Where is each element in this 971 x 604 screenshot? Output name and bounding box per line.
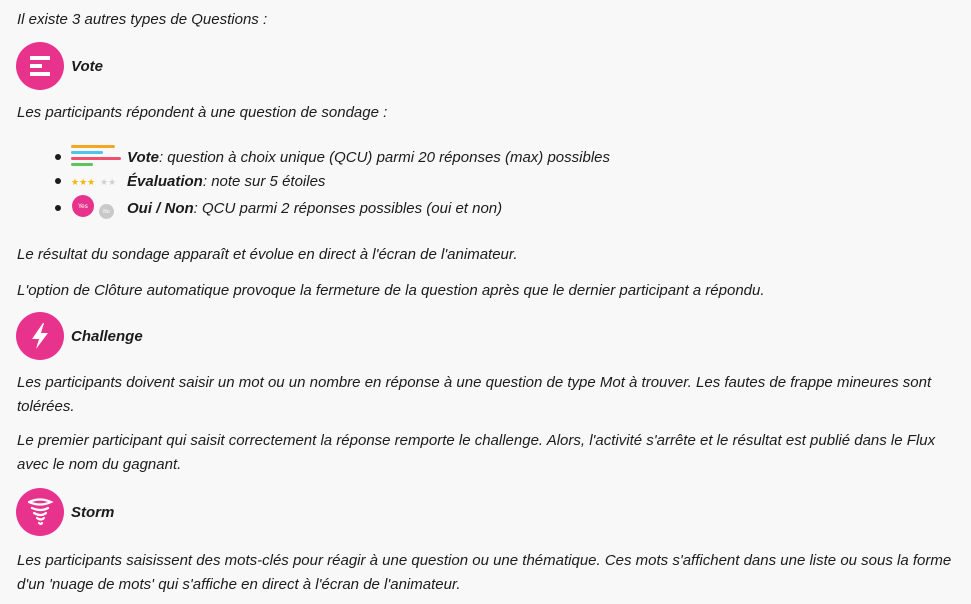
vote-description: Les participants répondent à une question de sondage : [17,104,388,121]
bullet-dot [55,205,61,211]
vote-heading [16,41,103,91]
storm-title: Storm [71,503,115,521]
tornado-icon [16,488,64,536]
vote-title: Vote [71,57,103,75]
bullet-text-vote: : question à choix unique (QCU) parmi 20 réponses (max) possibles [158,148,610,166]
svg-text:★★: ★★ [100,177,117,186]
list-item [55,145,610,169]
yes-bubble: Yes [72,195,94,217]
challenge-heading [16,311,143,361]
challenge-paragraph-1: Les participants doivent saisir un mot ou un nombre en réponse à une question de type Mot à trouver. Les fautes de frappe mineures sont tolérées. [17,374,932,415]
storm-paragraph-1: Les participants saisissent des mots-clés pour réagir à une question ou une thématique. Ces mots s'affichent dans une liste ou sous la forme d'un 'nuage de mots' qui s'affiche en direct à l'écran de l'animateur. [17,552,952,593]
vote-result-text: Le résultat du sondage apparaît et évolue en direct à l'écran de l'animateur. [17,246,518,263]
no-bubble: No [99,204,114,219]
yes-no-bubbles-icon [71,195,123,221]
lightning-icon [16,312,64,360]
bullet-dot [55,178,61,184]
stars-icon [71,173,123,190]
vote-bullet-list [55,145,610,223]
vote-closure-text: L'option de Clôture automatique provoque la fermeture de la question après que le dernier participant a répondu. [17,282,765,299]
challenge-paragraph-2: Le premier participant qui saisit correctement la réponse remporte le challenge. Alors, l'activité s'arrête et le résultat est publié dans le Flux avec le nom du gagnant. [17,432,936,473]
challenge-title: Challenge [71,327,143,345]
vote-icon [16,42,64,90]
bullet-text-evaluation: : note sur 5 étoiles [202,172,326,190]
bullet-label-vote: Vote [127,148,159,166]
svg-text:★★★: ★★★ [71,177,96,186]
bullet-label-evaluation: Évaluation [127,172,203,190]
list-item [55,169,610,193]
storm-heading [16,487,114,537]
bullet-dot [55,154,61,160]
list-item [55,193,610,223]
intro-text: Il existe 3 autres types de Questions : [17,11,268,28]
bullet-text-yesno: : QCU parmi 2 réponses possibles (oui et non) [193,199,503,217]
bullet-label-yesno: Oui / Non [127,199,194,217]
bar-lines-icon [71,144,123,170]
